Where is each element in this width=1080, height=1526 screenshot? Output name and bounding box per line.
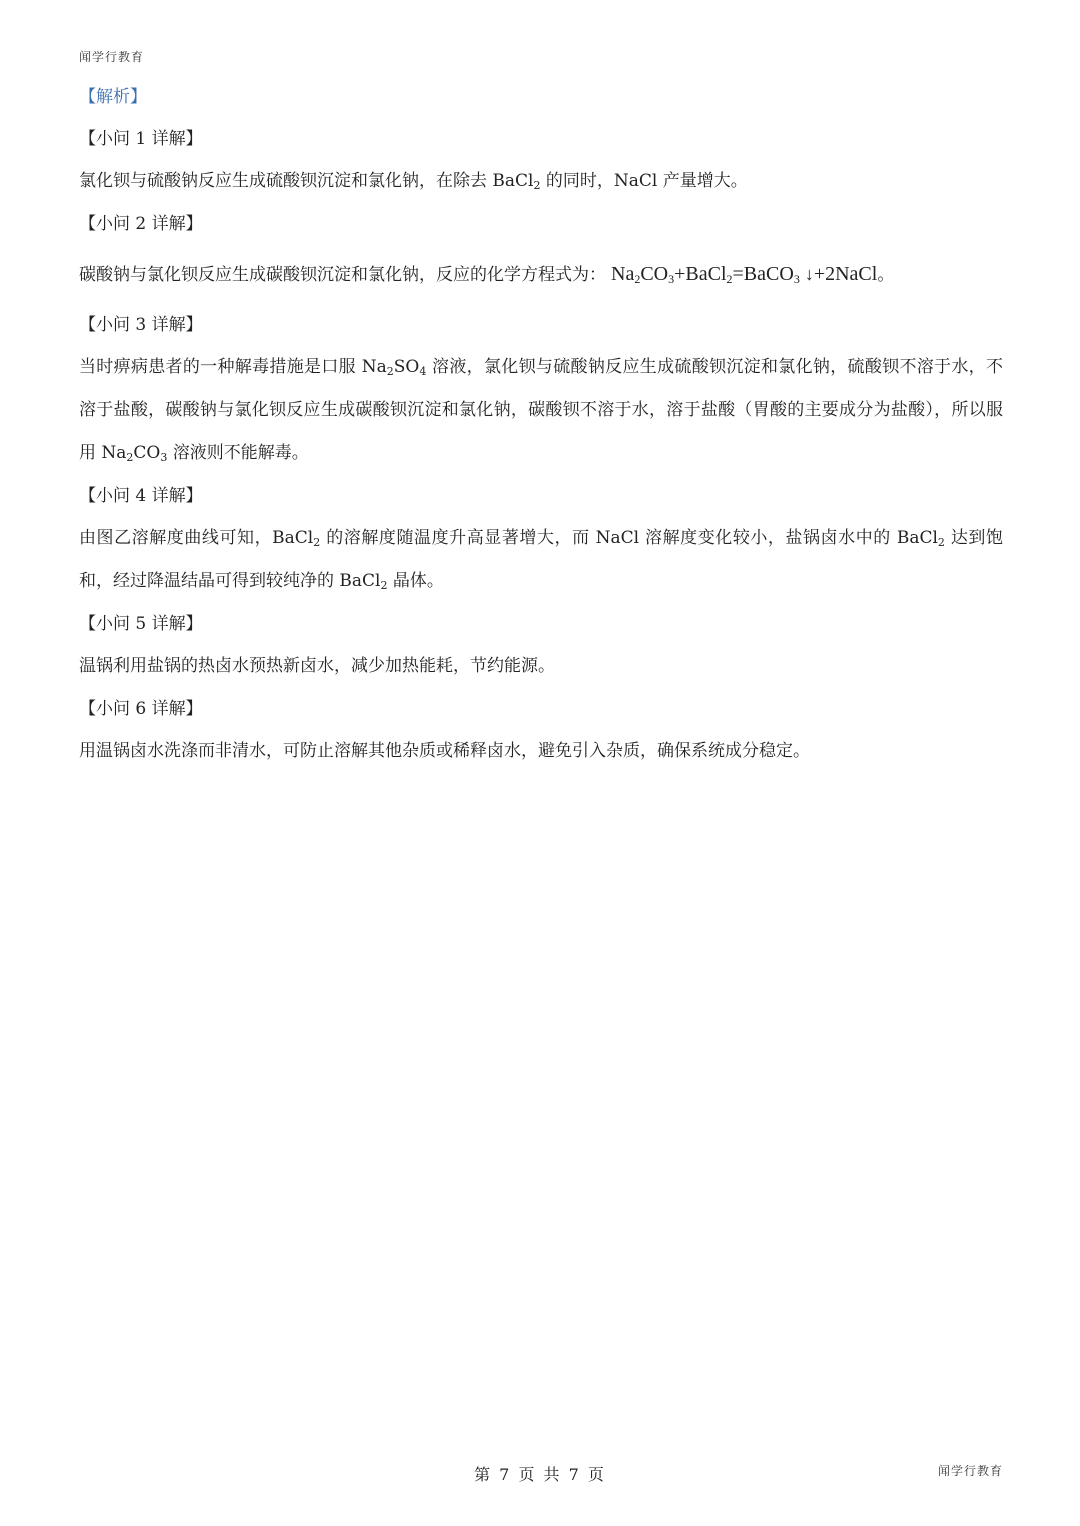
section-3-text: 当时痹病患者的一种解毒措施是口服 $Na_2SO_4$ 溶液，氯化钡与硫酸钠反应生成硫酸钡沉淀和氯化钠，硫酸钡不溶于水，不溶于盐酸，碳酸钠与氯化钡反应生成碳酸钡沉淀和氯化钠，碳酸钡不溶于水，溶于盐酸（胃酸的主要成分为盐酸），所以服用 $Na_2CO_3$ 溶液则不能解毒。	[79, 357, 1003, 464]
section-4-heading: 【小问 4 详解】	[79, 486, 203, 506]
section-1-text: 氯化钡与硫酸钠反应生成硫酸钡沉淀和氯化钠，在除去 BaCl$_2$ 的同时，NaCl 产量增大。	[79, 171, 748, 192]
section-6-heading: 【小问 6 详解】	[79, 699, 203, 719]
footer-brand: 闻学行教育	[937, 1464, 1003, 1478]
page-number: 第 7 页 共 7 页	[474, 1465, 606, 1484]
section-1-heading: 【小问 1 详解】	[79, 129, 203, 149]
section-3-heading: 【小问 3 详解】	[79, 315, 203, 335]
chemical-equation: $Na_2CO_3+BaCl_2=BaCO_3$ ↓+2NaCl	[611, 263, 878, 286]
header-brand: 闻学行教育	[79, 50, 145, 64]
section-2-text: 碳酸钠与氯化钡反应生成碳酸钡沉淀和氯化钠，反应的化学方程式为： $Na_2CO_3+BaCl_2=BaCO_3$ ↓+2NaCl。	[79, 263, 895, 286]
analysis-heading: 【解析】	[79, 87, 147, 107]
section-5-heading: 【小问 5 详解】	[79, 614, 203, 634]
section-2-heading: 【小问 2 详解】	[79, 214, 203, 234]
section-5-text: 温锅利用盐锅的热卤水预热新卤水，减少加热能耗，节约能源。	[79, 656, 555, 676]
section-4-text: 由图乙溶解度曲线可知，BaCl$_2$ 的溶解度随温度升高显著增大，而 NaCl 溶解度变化较小，盐锅卤水中的 BaCl$_2$ 达到饱和，经过降温结晶可得到较纯净的 BaCl$_2$ 晶体。	[79, 528, 1003, 592]
section-6-text: 用温锅卤水洗涤而非清水，可防止溶解其他杂质或稀释卤水，避免引入杂质，确保系统成分稳定。	[79, 741, 810, 761]
precipitate-arrow-icon: ↓	[804, 264, 814, 284]
document-content	[79, 84, 1003, 781]
